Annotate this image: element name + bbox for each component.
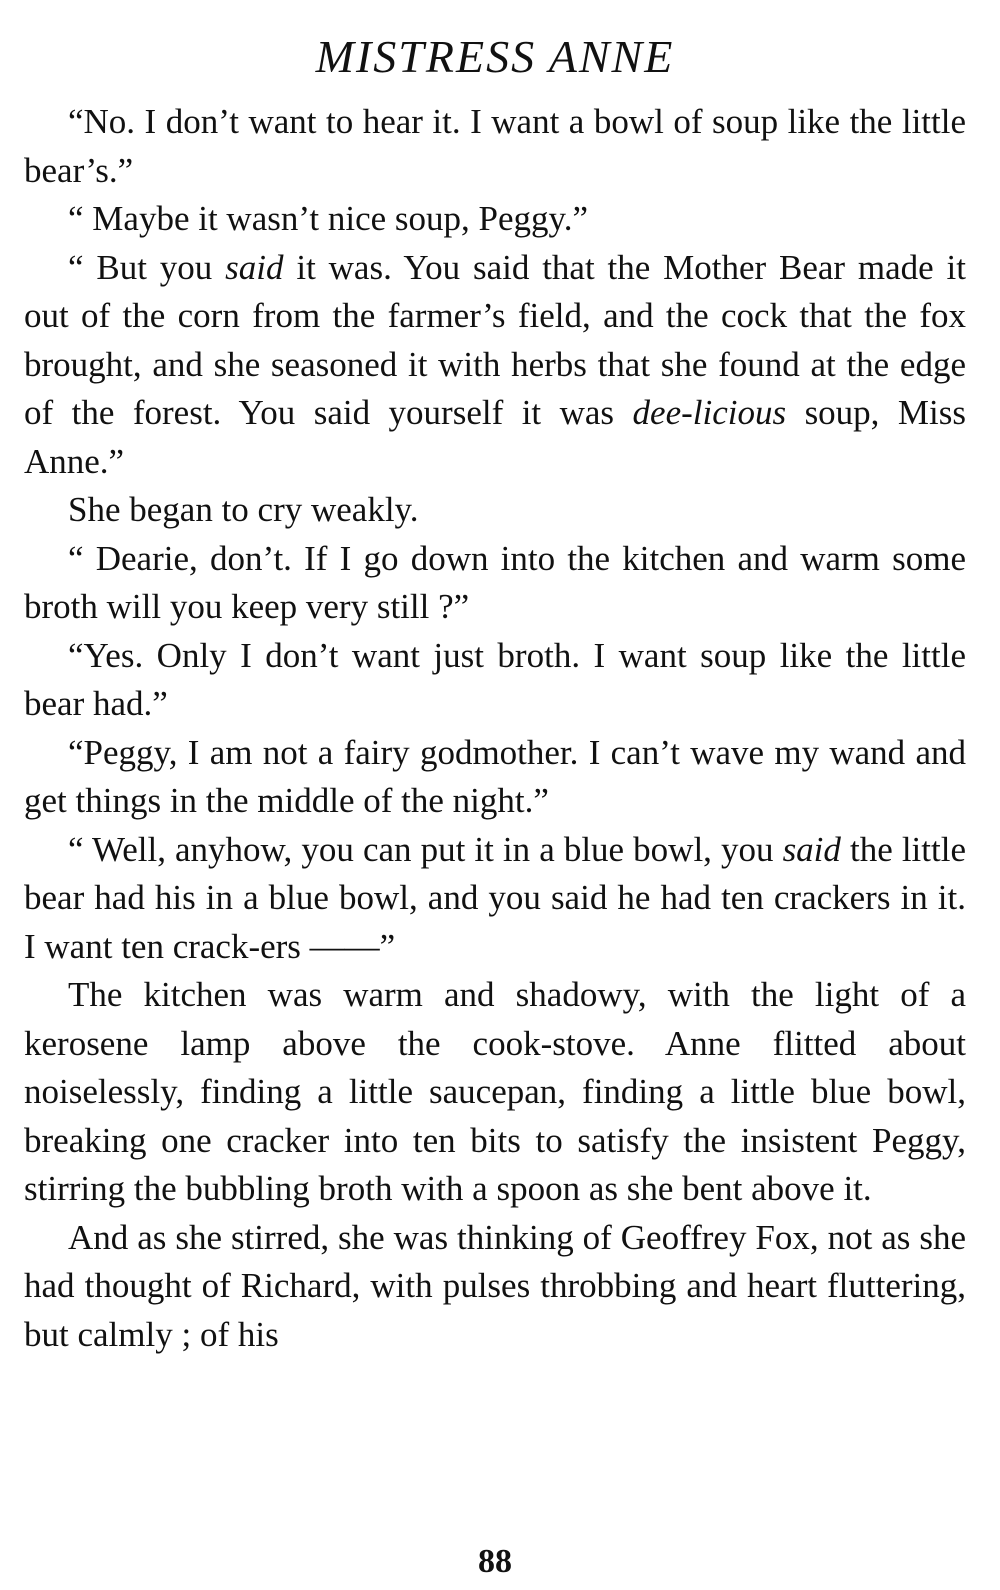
page-number: 88 [478,1543,512,1580]
text-run: The kitchen was warm and shadowy, with the light of a kerosene lamp above the cook-stove. Anne flitted about noiselessly, finding a little saucepan, finding a little blue bowl, breaking one cracker into ten bits to satisfy the insistent Peggy, stirring the bubbling broth with a spoon as she bent above it. [24,975,966,1208]
text-run: the little bear had his in a blue bowl, and you said he had ten crackers in it. I want ten crack-ers ——” [24,829,966,966]
paragraph [24,729,966,826]
text-run: it was. You said that the Mother Bear made it out of the corn from the farmer’s field, and the cock that the fox brought, and she seasoned it with herbs that she found at the edge of the forest. You said yourself it was [24,247,966,432]
italic-text-run: said [225,247,284,287]
paragraph [24,98,966,195]
text-run: “No. I don’t want to hear it. I want a bowl of soup like the little bear’s.” [24,102,966,190]
text-run: “Yes. Only I don’t want just broth. I want soup like the little bear had.” [24,635,966,723]
running-head: MISTRESS ANNE [315,31,675,82]
text-run: She began to cry weakly. [68,490,419,529]
text-run: “ Maybe it wasn’t nice soup, Peggy.” [68,199,589,238]
italic-text-run: said [782,829,841,869]
paragraph [24,1214,966,1360]
text-run: soup, Miss Anne.” [24,393,966,481]
text-run: “Peggy, I am not a fairy godmother. I can’t wave my wand and get things in the middle of the night.” [24,732,966,820]
italic-text-run: dee-licious [632,393,787,432]
paragraph [24,826,966,972]
paragraph [24,244,966,487]
text-run: And as she stirred, she was thinking of Geoffrey Fox, not as she had thought of Richard, with pulses throbbing and heart fluttering, but calmly ; of his [24,1217,966,1354]
paragraph [24,486,966,535]
paragraph [24,632,966,729]
paragraph [24,535,966,632]
book-page [24,26,966,1582]
text-run: “ Well, anyhow, you can put it in a blue bowl, you [68,829,783,869]
text-run: “ But you [68,247,226,287]
paragraph [24,971,966,1214]
text-run: “ Dearie, don’t. If I go down into the kitchen and warm some broth will you keep very still ?” [24,538,966,626]
body-text [24,98,966,1359]
paragraph [24,195,966,244]
